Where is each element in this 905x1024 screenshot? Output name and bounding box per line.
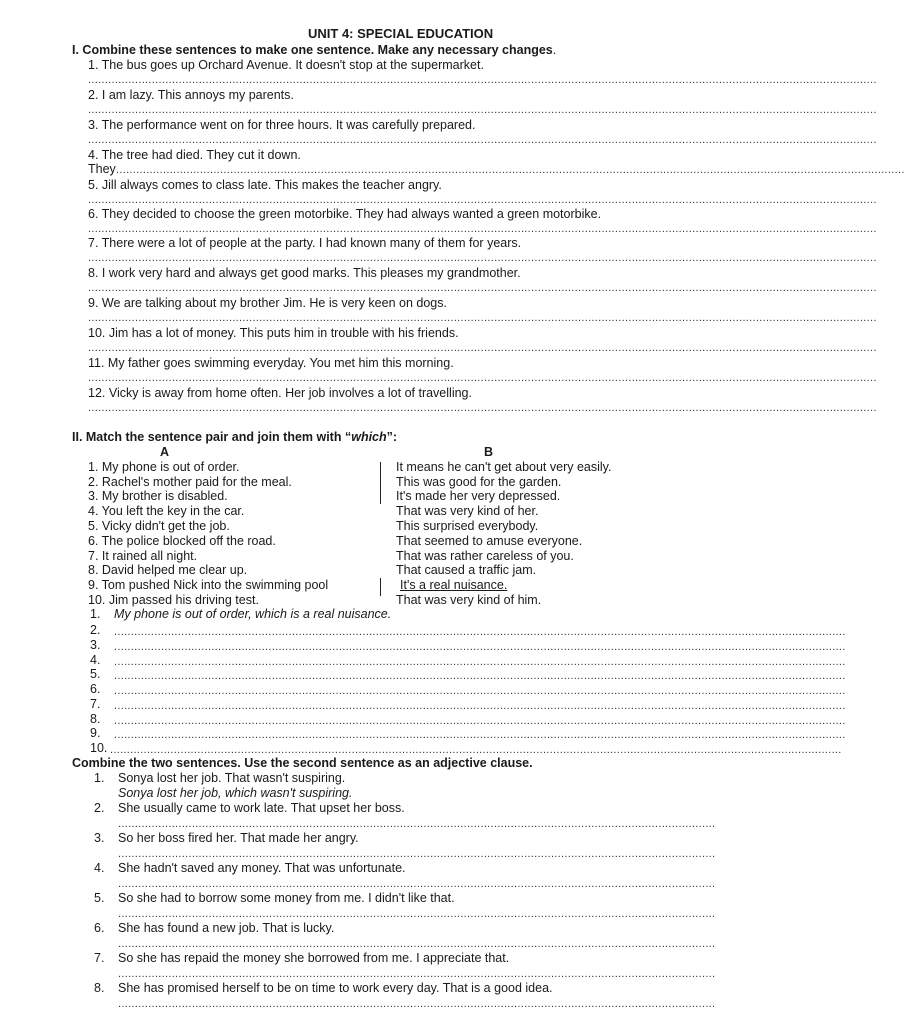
s2-answer-num-3: 3. bbox=[90, 638, 101, 652]
col-b-item-2: This was good for the garden. bbox=[396, 475, 562, 489]
s2-answer-line-2[interactable]: .......................................................................................................................................................................................................................... bbox=[114, 626, 846, 638]
s1-item-2: 2. I am lazy. This annoys my parents. bbox=[88, 88, 294, 102]
col-a-header: A bbox=[160, 445, 170, 459]
s1-item-8: 8. I work very hard and always get good marks. This pleases my grandmother. bbox=[88, 266, 521, 280]
col-b-item-10: That was very kind of him. bbox=[396, 593, 542, 607]
s3-num-1: 1. bbox=[94, 771, 105, 785]
s2-answer-num-7: 7. bbox=[90, 697, 101, 711]
s1-answer-line-3[interactable]: ........................................................................................................................................................................................................................................... bbox=[88, 134, 877, 146]
s2-example-answer: My phone is out of order, which is a real nuisance. bbox=[114, 607, 392, 621]
s1-item-10: 10. Jim has a lot of money. This puts him in trouble with his friends. bbox=[88, 326, 459, 340]
s3-item-8: She has promised herself to be on time to work every day. That is a good idea. bbox=[118, 981, 553, 995]
s3-item-6: She has found a new job. That is lucky. bbox=[118, 921, 335, 935]
s1-answer-line-8[interactable]: ........................................................................................................................................................................................................................................... bbox=[88, 282, 877, 294]
s3-answer-line-7[interactable]: .................................................................................................................................................................................. bbox=[118, 968, 716, 980]
s3-example-answer: Sonya lost her job, which wasn't suspiring. bbox=[118, 786, 353, 800]
s2-answer-line-8[interactable]: .......................................................................................................................................................................................................................... bbox=[114, 715, 846, 727]
s3-num-6: 6. bbox=[94, 921, 105, 935]
s2-answer-line-10[interactable]: .......................................................................................................................................................................................................................... bbox=[110, 744, 842, 756]
s1-item-7: 7. There were a lot of people at the party. I had known many of them for years. bbox=[88, 236, 522, 250]
s1-answer-line-11[interactable]: ........................................................................................................................................................................................................................................... bbox=[88, 372, 877, 384]
section2-heading bbox=[72, 430, 397, 444]
s1-item-4: 4. The tree had died. They cut it down. bbox=[88, 148, 301, 162]
s1-answer-line-5[interactable]: ........................................................................................................................................................................................................................................... bbox=[88, 194, 877, 206]
s1-item-9: 9. We are talking about my brother Jim. He is very keen on dogs. bbox=[88, 296, 447, 310]
col-b-item-4: That was very kind of her. bbox=[396, 504, 539, 518]
s2-answer-line-4[interactable]: .......................................................................................................................................................................................................................... bbox=[114, 656, 846, 668]
col-a-item-10: 10. Jim passed his driving test. bbox=[88, 593, 259, 607]
s3-num-4: 4. bbox=[94, 861, 105, 875]
s1-answer-line-1[interactable]: ........................................................................................................................................................................................................................................... bbox=[88, 74, 877, 86]
col-a-item-6: 6. The police blocked off the road. bbox=[88, 534, 276, 548]
col-b-item-1: It means he can't get about very easily. bbox=[396, 460, 612, 474]
s3-num-2: 2. bbox=[94, 801, 105, 815]
s2-answer-line-6[interactable]: .......................................................................................................................................................................................................................... bbox=[114, 685, 846, 697]
s1-answer-line-7[interactable]: ........................................................................................................................................................................................................................................... bbox=[88, 252, 877, 264]
s2-answer-num-5: 5. bbox=[90, 667, 101, 681]
col-a-item-4: 4. You left the key in the car. bbox=[88, 504, 245, 518]
s1-item-1: 1. The bus goes up Orchard Avenue. It doesn't stop at the supermarket. bbox=[88, 58, 484, 72]
s2-answer-num-9: 9. bbox=[90, 726, 101, 740]
col-a-item-8: 8. David helped me clear up. bbox=[88, 563, 248, 577]
s1-answer-line-6[interactable]: ........................................................................................................................................................................................................................................... bbox=[88, 223, 877, 235]
col-b-item-3: It's made her very depressed. bbox=[396, 489, 561, 503]
col-a-item-2: 2. Rachel's mother paid for the meal. bbox=[88, 475, 292, 489]
s1-item-3: 3. The performance went on for three hours. It was carefully prepared. bbox=[88, 118, 476, 132]
col-a-item-3: 3. My brother is disabled. bbox=[88, 489, 228, 503]
s3-item-7: So she has repaid the money she borrowed from me. I appreciate that. bbox=[118, 951, 510, 965]
s1-answer-line-2[interactable]: ........................................................................................................................................................................................................................................... bbox=[88, 104, 877, 116]
col-a-item-7: 7. It rained all night. bbox=[88, 549, 198, 563]
s2-answer-line-9[interactable]: .......................................................................................................................................................................................................................... bbox=[114, 729, 846, 741]
section1-heading-text: I. Combine these sentences to make one sentence. Make any necessary changes bbox=[72, 43, 553, 57]
s1-item-11: 11. My father goes swimming everyday. You met him this morning. bbox=[88, 356, 454, 370]
s3-answer-line-2[interactable]: .................................................................................................................................................................................. bbox=[118, 818, 716, 830]
section2-heading-part2: ”: bbox=[386, 430, 398, 444]
s2-answer-line-3[interactable]: .......................................................................................................................................................................................................................... bbox=[114, 641, 846, 653]
s3-answer-line-4[interactable]: .................................................................................................................................................................................. bbox=[118, 878, 716, 890]
section3-heading: Combine the two sentences. Use the second sentence as an adjective clause. bbox=[72, 756, 533, 770]
s3-num-8: 8. bbox=[94, 981, 105, 995]
section1-heading-tail: . bbox=[552, 43, 557, 57]
col-b-item-7: That was rather careless of you. bbox=[396, 549, 574, 563]
s3-item-5: So she had to borrow some money from me. I didn't like that. bbox=[118, 891, 455, 905]
s3-answer-line-5[interactable]: .................................................................................................................................................................................. bbox=[118, 908, 716, 920]
s3-item-3: So her boss fired her. That made her angry. bbox=[118, 831, 359, 845]
s1-answer-line-10[interactable]: ........................................................................................................................................................................................................................................... bbox=[88, 342, 877, 354]
s2-answer-num-10: 10. bbox=[90, 741, 108, 755]
column-divider-bottom bbox=[380, 578, 381, 596]
page-title: UNIT 4: SPECIAL EDUCATION bbox=[308, 26, 494, 41]
s2-answer-num-8: 8. bbox=[90, 712, 101, 726]
s3-answer-line-6[interactable]: .................................................................................................................................................................................. bbox=[118, 938, 716, 950]
col-b-header: B bbox=[484, 445, 494, 459]
s1-item-12: 12. Vicky is away from home often. Her job involves a lot of travelling. bbox=[88, 386, 472, 400]
column-divider-top bbox=[380, 462, 381, 504]
s1-answer-line-12[interactable]: ........................................................................................................................................................................................................................................... bbox=[88, 402, 877, 414]
s1-item-4-prefix: They bbox=[88, 162, 116, 176]
col-a-item-9: 9. Tom pushed Nick into the swimming pool bbox=[88, 578, 329, 592]
s3-item-4: She hadn't saved any money. That was unfortunate. bbox=[118, 861, 406, 875]
s2-answer-line-5[interactable]: .......................................................................................................................................................................................................................... bbox=[114, 670, 846, 682]
col-b-item-6: That seemed to amuse everyone. bbox=[396, 534, 583, 548]
s3-answer-line-8[interactable]: .................................................................................................................................................................................. bbox=[118, 998, 716, 1010]
s2-answer-line-7[interactable]: .......................................................................................................................................................................................................................... bbox=[114, 700, 846, 712]
s1-answer-line-4[interactable]: ........................................................................................................................................................................................................................................... bbox=[116, 164, 905, 176]
s3-num-5: 5. bbox=[94, 891, 105, 905]
col-b-item-5: This surprised everybody. bbox=[396, 519, 539, 533]
s2-answer-num-6: 6. bbox=[90, 682, 101, 696]
section2-heading-part1: II. Match the sentence pair and join them with “ bbox=[72, 430, 352, 444]
s2-answer-num-1: 1. bbox=[90, 607, 101, 621]
s3-answer-line-3[interactable]: .................................................................................................................................................................................. bbox=[118, 848, 716, 860]
s3-num-3: 3. bbox=[94, 831, 105, 845]
col-a-item-5: 5. Vicky didn't get the job. bbox=[88, 519, 230, 533]
s1-item-5: 5. Jill always comes to class late. This makes the teacher angry. bbox=[88, 178, 442, 192]
col-a-item-1: 1. My phone is out of order. bbox=[88, 460, 240, 474]
section2-heading-which: which bbox=[351, 430, 387, 444]
section1-heading bbox=[72, 43, 556, 57]
s1-item-6: 6. They decided to choose the green motorbike. They had always wanted a green motorbike. bbox=[88, 207, 602, 221]
s3-num-7: 7. bbox=[94, 951, 105, 965]
col-b-item-8: That caused a traffic jam. bbox=[396, 563, 537, 577]
s3-item-1: Sonya lost her job. That wasn't suspiring. bbox=[118, 771, 346, 785]
col-b-item-9: It's a real nuisance. bbox=[400, 578, 508, 592]
s2-answer-num-2: 2. bbox=[90, 623, 101, 637]
s1-answer-line-9[interactable]: ........................................................................................................................................................................................................................................... bbox=[88, 312, 877, 324]
s3-item-2: She usually came to work late. That upset her boss. bbox=[118, 801, 405, 815]
s2-answer-num-4: 4. bbox=[90, 653, 101, 667]
